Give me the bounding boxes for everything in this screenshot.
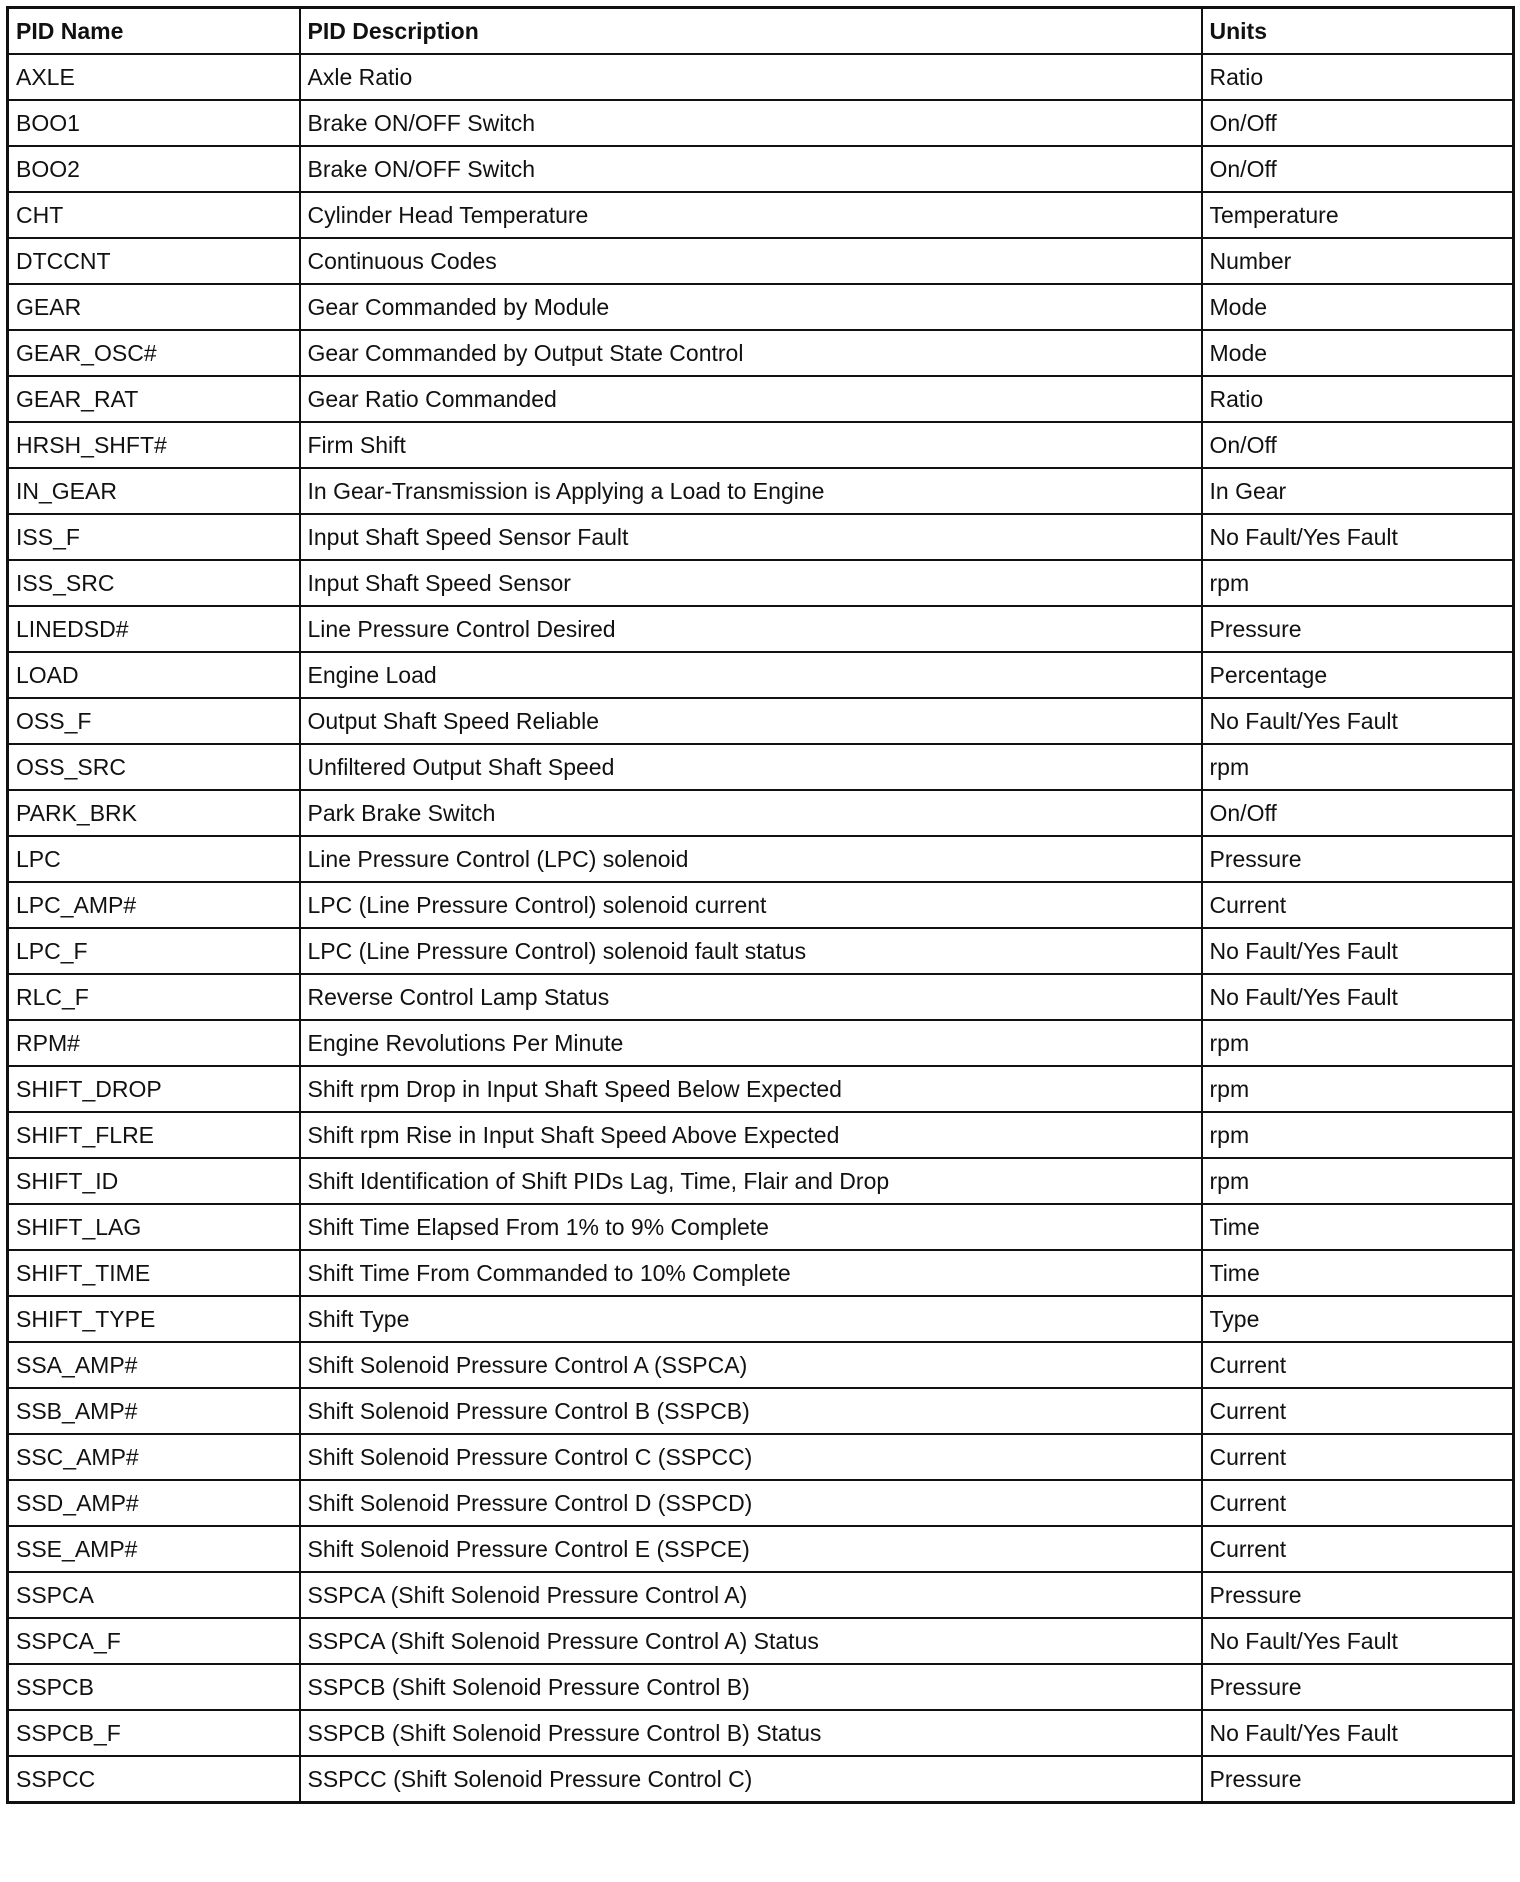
- pid-name-cell: RPM#: [8, 1020, 300, 1066]
- pid-name-cell: SSD_AMP#: [8, 1480, 300, 1526]
- table-row: [8, 1066, 1514, 1112]
- pid-table: [6, 6, 1515, 1804]
- pid-description-cell: SSPCC (Shift Solenoid Pressure Control C): [300, 1756, 1202, 1803]
- units-cell: rpm: [1202, 1158, 1514, 1204]
- pid-description-cell: Engine Load: [300, 652, 1202, 698]
- pid-description-cell: Shift Solenoid Pressure Control E (SSPCE): [300, 1526, 1202, 1572]
- units-cell: Time: [1202, 1204, 1514, 1250]
- pid-description-cell: Input Shaft Speed Sensor Fault: [300, 514, 1202, 560]
- table-row: [8, 1158, 1514, 1204]
- pid-name-cell: SHIFT_LAG: [8, 1204, 300, 1250]
- units-cell: Number: [1202, 238, 1514, 284]
- table-row: [8, 1204, 1514, 1250]
- units-cell: Current: [1202, 1526, 1514, 1572]
- pid-description-cell: Firm Shift: [300, 422, 1202, 468]
- pid-name-cell: LOAD: [8, 652, 300, 698]
- table-row: [8, 1020, 1514, 1066]
- units-cell: Percentage: [1202, 652, 1514, 698]
- pid-name-cell: LPC: [8, 836, 300, 882]
- table-row: [8, 836, 1514, 882]
- table-row: [8, 1756, 1514, 1803]
- table-row: [8, 560, 1514, 606]
- units-cell: On/Off: [1202, 146, 1514, 192]
- units-cell: Mode: [1202, 330, 1514, 376]
- pid-name-cell: SSPCB: [8, 1664, 300, 1710]
- units-cell: Current: [1202, 1342, 1514, 1388]
- table-row: [8, 1342, 1514, 1388]
- units-cell: rpm: [1202, 1066, 1514, 1112]
- units-cell: Pressure: [1202, 1664, 1514, 1710]
- table-row: [8, 606, 1514, 652]
- pid-description-cell: In Gear-Transmission is Applying a Load to Engine: [300, 468, 1202, 514]
- table-row: [8, 974, 1514, 1020]
- units-cell: No Fault/Yes Fault: [1202, 1618, 1514, 1664]
- table-row: [8, 1710, 1514, 1756]
- units-cell: No Fault/Yes Fault: [1202, 1710, 1514, 1756]
- units-cell: Ratio: [1202, 376, 1514, 422]
- table-row: [8, 54, 1514, 100]
- pid-name-cell: SSA_AMP#: [8, 1342, 300, 1388]
- units-cell: Pressure: [1202, 1572, 1514, 1618]
- pid-description-cell: Shift Solenoid Pressure Control D (SSPCD): [300, 1480, 1202, 1526]
- pid-name-cell: SSPCC: [8, 1756, 300, 1803]
- units-cell: No Fault/Yes Fault: [1202, 698, 1514, 744]
- table-row: [8, 1572, 1514, 1618]
- pid-description-cell: Brake ON/OFF Switch: [300, 100, 1202, 146]
- units-cell: On/Off: [1202, 100, 1514, 146]
- pid-description-cell: LPC (Line Pressure Control) solenoid fault status: [300, 928, 1202, 974]
- header-pid-description: PID Description: [300, 8, 1202, 55]
- table-row: [8, 192, 1514, 238]
- pid-description-cell: Gear Ratio Commanded: [300, 376, 1202, 422]
- units-cell: In Gear: [1202, 468, 1514, 514]
- pid-description-cell: Shift Time Elapsed From 1% to 9% Complete: [300, 1204, 1202, 1250]
- pid-name-cell: OSS_SRC: [8, 744, 300, 790]
- pid-name-cell: AXLE: [8, 54, 300, 100]
- pid-name-cell: GEAR_OSC#: [8, 330, 300, 376]
- pid-name-cell: LPC_AMP#: [8, 882, 300, 928]
- table-row: [8, 882, 1514, 928]
- units-cell: No Fault/Yes Fault: [1202, 974, 1514, 1020]
- table-row: [8, 330, 1514, 376]
- pid-name-cell: DTCCNT: [8, 238, 300, 284]
- table-row: [8, 1618, 1514, 1664]
- pid-description-cell: LPC (Line Pressure Control) solenoid current: [300, 882, 1202, 928]
- pid-description-cell: SSPCB (Shift Solenoid Pressure Control B): [300, 1664, 1202, 1710]
- units-cell: On/Off: [1202, 790, 1514, 836]
- pid-name-cell: GEAR: [8, 284, 300, 330]
- pid-description-cell: Park Brake Switch: [300, 790, 1202, 836]
- pid-description-cell: Shift Solenoid Pressure Control A (SSPCA): [300, 1342, 1202, 1388]
- pid-name-cell: HRSH_SHFT#: [8, 422, 300, 468]
- pid-description-cell: Shift Time From Commanded to 10% Complete: [300, 1250, 1202, 1296]
- table-row: [8, 652, 1514, 698]
- table-row: [8, 1388, 1514, 1434]
- pid-name-cell: BOO1: [8, 100, 300, 146]
- table-row: [8, 1526, 1514, 1572]
- pid-description-cell: Cylinder Head Temperature: [300, 192, 1202, 238]
- units-cell: Current: [1202, 882, 1514, 928]
- pid-description-cell: Shift rpm Drop in Input Shaft Speed Below Expected: [300, 1066, 1202, 1112]
- pid-name-cell: LPC_F: [8, 928, 300, 974]
- pid-description-cell: SSPCA (Shift Solenoid Pressure Control A): [300, 1572, 1202, 1618]
- units-cell: Pressure: [1202, 1756, 1514, 1803]
- pid-description-cell: Shift Solenoid Pressure Control C (SSPCC): [300, 1434, 1202, 1480]
- pid-description-cell: Shift rpm Rise in Input Shaft Speed Above Expected: [300, 1112, 1202, 1158]
- pid-name-cell: SSPCA_F: [8, 1618, 300, 1664]
- pid-name-cell: LINEDSD#: [8, 606, 300, 652]
- pid-description-cell: Axle Ratio: [300, 54, 1202, 100]
- pid-description-cell: Gear Commanded by Output State Control: [300, 330, 1202, 376]
- pid-description-cell: Shift Identification of Shift PIDs Lag, Time, Flair and Drop: [300, 1158, 1202, 1204]
- pid-description-cell: Line Pressure Control (LPC) solenoid: [300, 836, 1202, 882]
- table-row: [8, 100, 1514, 146]
- pid-name-cell: IN_GEAR: [8, 468, 300, 514]
- units-cell: Time: [1202, 1250, 1514, 1296]
- table-row: [8, 1112, 1514, 1158]
- pid-name-cell: SSC_AMP#: [8, 1434, 300, 1480]
- units-cell: rpm: [1202, 560, 1514, 606]
- table-row: [8, 1296, 1514, 1342]
- pid-description-cell: Shift Type: [300, 1296, 1202, 1342]
- pid-description-cell: Engine Revolutions Per Minute: [300, 1020, 1202, 1066]
- units-cell: rpm: [1202, 744, 1514, 790]
- pid-name-cell: SSPCB_F: [8, 1710, 300, 1756]
- pid-name-cell: SHIFT_TYPE: [8, 1296, 300, 1342]
- pid-name-cell: RLC_F: [8, 974, 300, 1020]
- pid-name-cell: GEAR_RAT: [8, 376, 300, 422]
- pid-name-cell: OSS_F: [8, 698, 300, 744]
- pid-description-cell: Output Shaft Speed Reliable: [300, 698, 1202, 744]
- pid-name-cell: SHIFT_ID: [8, 1158, 300, 1204]
- units-cell: rpm: [1202, 1112, 1514, 1158]
- units-cell: On/Off: [1202, 422, 1514, 468]
- pid-name-cell: SSE_AMP#: [8, 1526, 300, 1572]
- pid-description-cell: Reverse Control Lamp Status: [300, 974, 1202, 1020]
- pid-description-cell: Brake ON/OFF Switch: [300, 146, 1202, 192]
- table-row: [8, 376, 1514, 422]
- units-cell: Current: [1202, 1480, 1514, 1526]
- pid-name-cell: SHIFT_DROP: [8, 1066, 300, 1112]
- table-row: [8, 698, 1514, 744]
- units-cell: Current: [1202, 1388, 1514, 1434]
- units-cell: No Fault/Yes Fault: [1202, 928, 1514, 974]
- pid-name-cell: BOO2: [8, 146, 300, 192]
- table-header: [8, 8, 1514, 55]
- units-cell: rpm: [1202, 1020, 1514, 1066]
- table-row: [8, 422, 1514, 468]
- table-body: [8, 54, 1514, 1803]
- units-cell: No Fault/Yes Fault: [1202, 514, 1514, 560]
- pid-name-cell: PARK_BRK: [8, 790, 300, 836]
- pid-description-cell: Gear Commanded by Module: [300, 284, 1202, 330]
- pid-description-cell: Input Shaft Speed Sensor: [300, 560, 1202, 606]
- pid-description-cell: Line Pressure Control Desired: [300, 606, 1202, 652]
- pid-name-cell: SSB_AMP#: [8, 1388, 300, 1434]
- pid-description-cell: Unfiltered Output Shaft Speed: [300, 744, 1202, 790]
- table-row: [8, 744, 1514, 790]
- pid-description-cell: Shift Solenoid Pressure Control B (SSPCB): [300, 1388, 1202, 1434]
- pid-description-cell: SSPCA (Shift Solenoid Pressure Control A) Status: [300, 1618, 1202, 1664]
- table-row: [8, 146, 1514, 192]
- table-row: [8, 468, 1514, 514]
- units-cell: Ratio: [1202, 54, 1514, 100]
- table-row: [8, 1250, 1514, 1296]
- header-row: [8, 8, 1514, 55]
- table-row: [8, 1434, 1514, 1480]
- pid-name-cell: SSPCA: [8, 1572, 300, 1618]
- pid-description-cell: Continuous Codes: [300, 238, 1202, 284]
- table-row: [8, 928, 1514, 974]
- table-row: [8, 284, 1514, 330]
- table-row: [8, 1664, 1514, 1710]
- units-cell: Temperature: [1202, 192, 1514, 238]
- header-units: Units: [1202, 8, 1514, 55]
- pid-name-cell: ISS_SRC: [8, 560, 300, 606]
- units-cell: Type: [1202, 1296, 1514, 1342]
- pid-description-cell: SSPCB (Shift Solenoid Pressure Control B) Status: [300, 1710, 1202, 1756]
- pid-name-cell: ISS_F: [8, 514, 300, 560]
- pid-name-cell: CHT: [8, 192, 300, 238]
- units-cell: Current: [1202, 1434, 1514, 1480]
- table-row: [8, 1480, 1514, 1526]
- table-row: [8, 514, 1514, 560]
- units-cell: Pressure: [1202, 836, 1514, 882]
- pid-name-cell: SHIFT_TIME: [8, 1250, 300, 1296]
- pid-name-cell: SHIFT_FLRE: [8, 1112, 300, 1158]
- units-cell: Mode: [1202, 284, 1514, 330]
- header-pid-name: PID Name: [8, 8, 300, 55]
- table-row: [8, 790, 1514, 836]
- table-row: [8, 238, 1514, 284]
- units-cell: Pressure: [1202, 606, 1514, 652]
